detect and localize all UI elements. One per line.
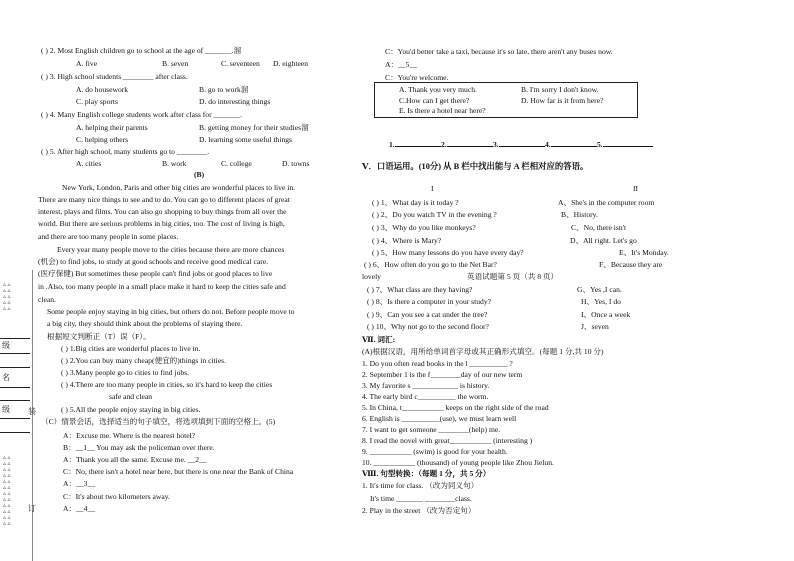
question-5: ( ) 5. After high school, many students go to ________.	[41, 147, 210, 156]
tf-item: ( ) 1.Big cities are wonderful places to live in.	[61, 344, 201, 353]
q3-option-a: A. do housework	[76, 85, 129, 94]
passage-line: Every year many people move to the cities because there are more chances	[57, 245, 285, 254]
q4-option-a: A. helping their parents	[76, 123, 148, 132]
margin-rule-7	[0, 432, 30, 433]
vocab-item: 4. The early bird c__________ the worm.	[362, 392, 489, 401]
passage-line: interest, plays and films. You can also go shopping to buy things from all over the	[38, 207, 287, 216]
q5-option-c: C. college	[221, 159, 252, 168]
q3-option-d: D. do interesting things	[199, 97, 271, 106]
dialog-line: C：You'd better take a taxi, because it's so late, there aren't any buses now.	[385, 47, 613, 56]
match-question: ( ) 6、How often do you go to the Net Bar?	[364, 260, 497, 269]
margin-label-grade: 级	[2, 405, 10, 414]
match-question: ( ) 4、Where is Mary?	[372, 236, 442, 245]
tf-item: ( ) 5.All the people enjoy staying in big cities.	[61, 405, 201, 414]
margin-rule-6	[0, 418, 30, 419]
passage-line: a big city, they should think about the problems of staying there.	[47, 319, 243, 328]
match-question: ( ) 7、What class are they having?	[367, 285, 473, 294]
column-ii-label: II	[633, 184, 639, 193]
section-8-heading: Ⅷ. 句型转换：（每题 1 分，共 5 分）	[362, 469, 491, 478]
dialog-line: C：No, there isn't a hotel near here, but there is one near the Bank of China	[63, 467, 294, 476]
vocab-item: 6. English is __________(use), we must learn well	[362, 414, 517, 423]
passage-line: clean.	[38, 295, 56, 304]
dialog-line: A：__4__	[63, 504, 96, 513]
true-false-title: 根据短文判断正（T）误（F）。	[47, 332, 151, 341]
q2-option-b: B. seven	[162, 59, 189, 68]
match-answer: G、Yes ,I can.	[577, 285, 622, 294]
match-question: ( ) 8、Is there a computer in your study?	[367, 297, 491, 306]
tf-item: ( ) 2.You can buy many cheap(便宜的)things in cities.	[61, 356, 226, 365]
dialog-line: B：__1__ You may ask the policeman over there.	[63, 443, 215, 452]
match-answer: E、It's Monday.	[619, 248, 669, 257]
vocab-item: 8. I read the novel with great___________ (interesting )	[362, 436, 533, 445]
binding-marks-bottom: ▵ ▵ ▵ ▵ ▵ ▵ ▵ ▵ ▵ ▵ ▵ ▵ ▵ ▵ ▵ ▵ ▵ ▵ ▵ ▵ ▵ ▵ ▵ ▵	[3, 455, 11, 527]
match-answer: J、seven	[581, 322, 609, 331]
option-b: B. I'm sorry I don't know.	[521, 85, 599, 94]
match-question: ( ) 5、How many lessons do you have every day?	[372, 248, 524, 257]
section-7a-instructions: (A)根据汉语，用所给单词首字母或其正确形式填空。(每题 1 分,共 10 分)	[362, 347, 604, 356]
vocab-item: 1. Do you often read books in the l __________ ?	[362, 359, 513, 368]
dialog-line: A：Excuse me. Where is the nearest hotel?	[63, 431, 196, 440]
tf-item: ( ) 3.Many people go to cities to find jobs.	[61, 368, 190, 377]
tf-item: ( ) 4.There are too many people in cities, so it's hard to keep the cities	[61, 380, 273, 389]
dialog-line: A：Thank you all the same. Excuse me. __2__	[63, 455, 207, 464]
blank-4: 4.	[545, 138, 597, 149]
passage-line: in .Also, too many people in a small place make it hard to keep the cities safe and	[38, 282, 286, 291]
blank-5: 5.	[597, 138, 653, 149]
margin-label-name: 名	[2, 373, 10, 382]
q5-option-b: B. work	[162, 159, 187, 168]
q2-option-c: C. seventeen	[221, 59, 260, 68]
match-answer: I、Once a week	[581, 310, 631, 319]
match-question: ( ) 10、Why not go to the second floor?	[367, 322, 489, 331]
section-5-heading: Ⅴ．口语运用。(10分) 从 B 栏中找出能与 A 栏相对应的答语。	[362, 162, 589, 171]
passage-line: New York, London, Paris and other big cities are wonderful places to live in.	[62, 183, 296, 192]
q4-option-b: B. getting money for their studies溜	[199, 123, 309, 132]
passage-line: and there are too many people in some places.	[38, 232, 179, 241]
passage-line: (医疗保健) But sometimes these people can't find jobs or good places to live	[38, 269, 273, 278]
dialog-line: C：You're welcome.	[385, 73, 449, 82]
match-answer: D、All right. Let's go	[570, 236, 637, 245]
passage-line: world. But there are serious problems in big cities, too. The cost of living is high,	[38, 219, 285, 228]
tf-item-cont: safe and clean	[109, 392, 153, 401]
q5-option-d: D. towns	[282, 159, 310, 168]
page-footer: 英语试题第 5 页（共 8 页）	[467, 272, 559, 281]
passage-line: (机会) to find jobs, to study at good schools and receive good medical care.	[38, 257, 269, 266]
q3-option-c: C. play sports	[76, 97, 118, 106]
binding-marks-top: ▵ ▵ ▵ ▵ ▵ ▵ ▵ ▵ ▵ ▵	[3, 282, 11, 312]
section-c-heading: （C）情景会话，选择适当的句子填空，将选项填到下面的空格上。(5)	[41, 417, 276, 426]
passage-line: Some people enjoy staying in big cities, but others do not. Before people move to	[47, 307, 295, 316]
blank-2: 2.	[441, 138, 493, 149]
binding-char-ding: 订	[28, 504, 36, 513]
vocab-item: 9. ___________ (swim) is good for your health.	[362, 447, 508, 456]
transform-item: 2. Play in the street （改为否定句）	[362, 506, 476, 515]
match-answer: B、History.	[561, 210, 598, 219]
match-question: ( ) 3、Why do you like monkeys?	[372, 223, 476, 232]
vocab-item: 5. In China, t___________ keeps on the right side of the road	[362, 403, 549, 412]
option-a: A. Thank you very much.	[399, 85, 477, 94]
section-b-heading: (B)	[194, 170, 205, 179]
margin-label-class: 级	[2, 341, 10, 350]
match-answer: F、Because they are	[599, 260, 663, 269]
blank-3: 3.	[493, 138, 545, 149]
vocab-item: 10. ___________ (thousand) of young people like Zhou Jielun.	[362, 458, 554, 467]
match-question: ( ) 2、Do you watch TV in the evening ?	[372, 210, 497, 219]
q2-option-d: D. eighteen	[273, 59, 309, 68]
dialog-line: A：__5__	[385, 60, 418, 69]
question-2: ( ) 2. Most English children go to school at the age of _______.溜	[41, 46, 242, 55]
transform-item: It's time _______ ________class.	[370, 494, 472, 503]
margin-rule-1	[0, 338, 30, 339]
section-7-heading: Ⅶ. 词汇:	[362, 335, 396, 344]
q3-option-b: B. go to work溜	[199, 85, 249, 94]
margin-rule-2	[0, 353, 30, 354]
q2-option-a: A. five	[76, 59, 98, 68]
q4-option-d: D. learning some useful things	[199, 135, 293, 144]
match-answer: A、She's in the computer room	[558, 198, 655, 207]
dialog-line: C：It's about two kilometers away.	[63, 492, 170, 501]
match-question: ( ) 9、Can you see a cat under the tree?	[367, 310, 488, 319]
dialog-line: A：__3__	[63, 479, 96, 488]
option-c: C.How can I get there?	[399, 96, 470, 105]
transform-item: 1. It's time for class. （改为同义句）	[362, 481, 479, 490]
q5-option-a: A. cities	[76, 159, 102, 168]
option-d: D. How far is it from here?	[521, 96, 604, 105]
margin-rule-3	[0, 367, 30, 368]
match-answer: C、No, there isn't	[571, 223, 627, 232]
column-i-label: I	[431, 184, 434, 193]
vocab-item: 7. I want to get someone ________(help) me.	[362, 425, 501, 434]
match-continuation: lovely	[362, 272, 381, 281]
match-answer: H、Yes, I do	[581, 297, 621, 306]
q4-option-c: C. helping others	[76, 135, 129, 144]
blank-1: 1.	[389, 138, 441, 149]
margin-rule-5	[0, 400, 30, 401]
binding-char-zhuang: 装	[28, 407, 36, 416]
option-e: E. Is there a hotel near here?	[399, 106, 486, 115]
vocab-item: 2. September 1 is the f________day of our new term	[362, 370, 523, 379]
passage-line: There are many nice things to see and to do. You can go to different places of great	[38, 195, 290, 204]
question-4: ( ) 4. Many English college students work after class for _______.	[41, 110, 242, 119]
vocab-item: 3. My favorite s ____________ is history.	[362, 381, 490, 390]
margin-rule-4	[0, 387, 30, 388]
match-question: ( ) 1、What day is it today ?	[372, 198, 459, 207]
question-3: ( ) 3. High school students ________ after class.	[41, 72, 188, 81]
